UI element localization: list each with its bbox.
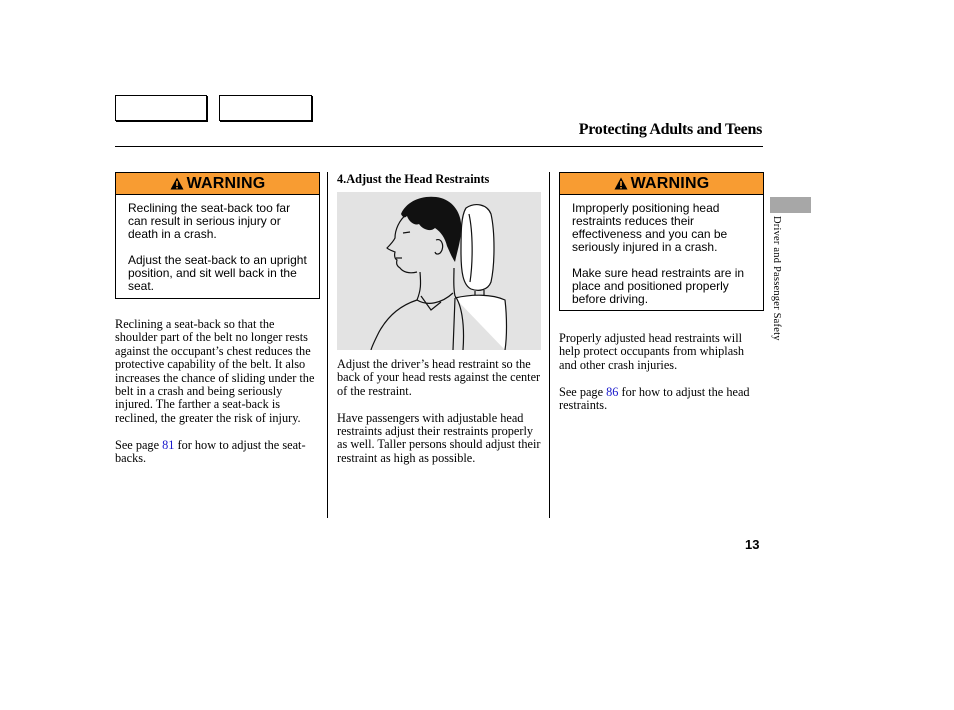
head-restraint-illustration [337,192,541,350]
see-page-seatbacks [115,439,319,466]
passenger-restraint-paragraph: Have passengers with adjustable head restraints adjust their restraints properly as well. Taller persons should adjust their restraint as high as possible. [337,410,541,465]
warning-header [116,173,319,195]
protection-paragraph: Properly adjusted head restraints will help protect occupants from whiplash and other crash injuries. [559,331,745,372]
page-link-81[interactable]: 81 [162,437,175,452]
see-page-suffix: for how to adjust the head restraints. [559,384,750,413]
section-side-tab[interactable] [770,197,811,213]
header-rule [115,146,763,147]
nav-box-index[interactable] [219,95,312,121]
section-heading: 4.Adjust the Head Restraints [337,172,490,186]
warning-line: Adjust the seat-back to an upright position, and sit well back in the seat. [128,253,307,293]
driver-head-restraint-drawing [337,192,541,350]
warning-header [560,173,763,195]
column-3-text [559,332,759,412]
page-link-86[interactable]: 86 [606,384,619,399]
see-page-head-restraints [559,386,759,413]
warning-line: Improperly positioning head restraints reduces their effectiveness and you can be seriously injured in a crash. [572,201,728,254]
driver-restraint-paragraph: Adjust the driver’s head restraint so the back of your head rests against the center of the restraint. [337,357,541,398]
warning-line: Make sure head restraints are in place and positioned properly before driving. [572,266,745,306]
column-divider-2 [549,172,550,518]
page-number: 13 [745,537,760,552]
seatback-paragraph: Reclining a seat-back so that the shoulder part of the belt no longer rests against the occupant’s chest reduces the protective capability of the belt. It also increases the chance of sliding under the belt in a crash and being seriously injured. The farther a seat-back is reclined, the greater the risk of injury. [115,317,315,425]
column-divider-1 [327,172,328,518]
warning-box-head-restraint [559,172,764,311]
warning-line: Reclining the seat-back too far can result in serious injury or death in a crash. [128,201,291,241]
see-page-prefix: See page [559,384,607,399]
see-page-prefix: See page [115,437,163,452]
warning-triangle-icon [614,177,628,190]
column-1-text [115,318,319,465]
see-page-suffix: for how to adjust the seat-backs. [115,437,306,466]
warning-label: WARNING [630,175,710,192]
warning-triangle-icon [170,177,184,190]
section-side-label: Driver and Passenger Safety [771,216,782,341]
warning-label: WARNING [186,175,266,192]
warning-box-seatback [115,172,320,299]
column-2-text [337,358,542,465]
nav-box-contents[interactable] [115,95,207,121]
page-title: Protecting Adults and Teens [578,121,762,138]
